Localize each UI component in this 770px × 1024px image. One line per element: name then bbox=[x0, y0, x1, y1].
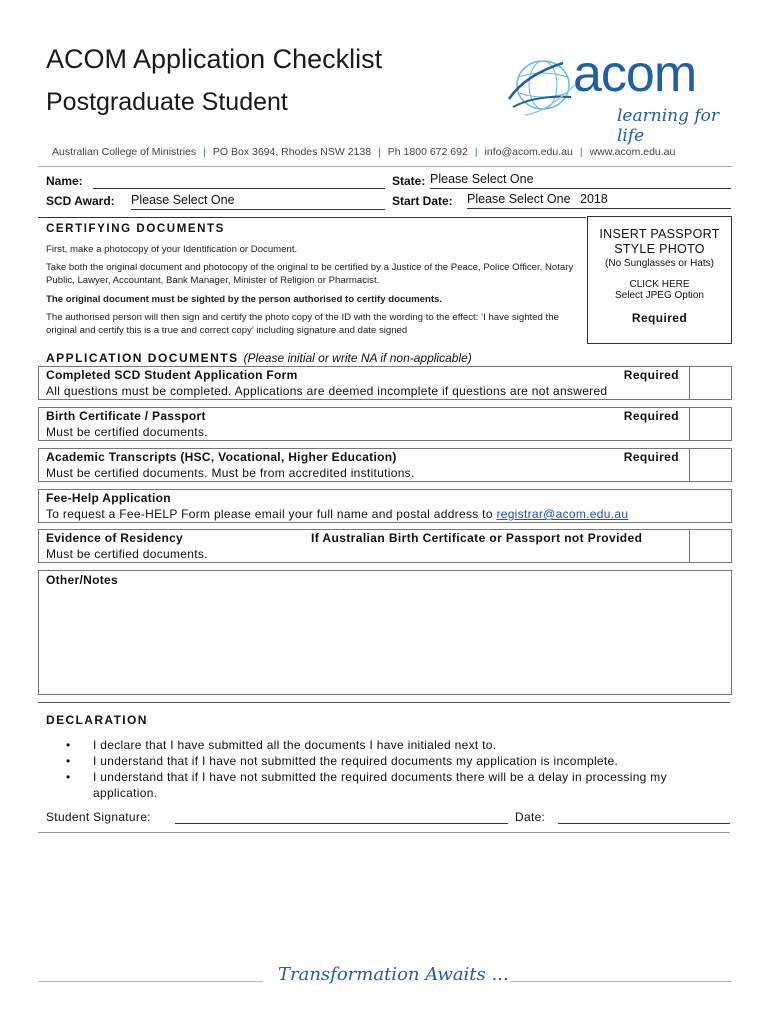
declaration-item-text: I declare that I have submitted all the documents I have initialed next to. bbox=[93, 738, 497, 752]
declaration-title: DECLARATION bbox=[46, 713, 148, 727]
contact-separator: | bbox=[579, 146, 583, 158]
contact-separator: | bbox=[474, 146, 478, 158]
declaration-item bbox=[66, 737, 726, 753]
footer-rule-left bbox=[38, 981, 263, 982]
page-title: ACOM Application Checklist bbox=[46, 44, 383, 74]
contact-separator: | bbox=[378, 146, 381, 158]
required-label: Required bbox=[623, 368, 679, 382]
photo-line-1: INSERT PASSPORT bbox=[599, 227, 720, 241]
contact-org: Australian College of Ministries bbox=[52, 146, 197, 158]
required-label: Required bbox=[623, 409, 679, 423]
contact-separator: | bbox=[203, 146, 206, 158]
divider bbox=[38, 166, 732, 167]
certifying-step-2: Take both the original document and photocopy of the original to be certified by a Justice of the Peace, Police Officer, Notary Public, Lawyer, Accountant, Bank Manager, Minister of Religion or Pharmacist. bbox=[46, 262, 574, 286]
photo-line-3: (No Sunglasses or Hats) bbox=[605, 258, 714, 269]
certifying-step-1: First, make a photocopy of your Identification or Document. bbox=[46, 244, 298, 255]
contact-address: PO Box 3694, Rhodes NSW 2138 bbox=[212, 146, 372, 158]
photo-jpeg-option: Select JPEG Option bbox=[615, 290, 704, 301]
start-date-select[interactable]: Please Select One bbox=[467, 192, 571, 206]
document-description: Must be certified documents. bbox=[46, 547, 208, 561]
start-date-field[interactable] bbox=[467, 192, 731, 209]
photo-required: Required bbox=[631, 311, 688, 325]
document-description bbox=[46, 507, 628, 521]
other-notes-label: Other/Notes bbox=[46, 573, 118, 587]
certifying-step-3: The original document must be sighted by the person authorised to certify documents. bbox=[46, 294, 443, 305]
name-field[interactable] bbox=[93, 172, 385, 189]
photo-line-2: STYLE PHOTO bbox=[614, 242, 705, 256]
name-label: Name: bbox=[46, 174, 83, 188]
document-description: Must be certified documents. bbox=[46, 425, 208, 439]
passport-photo-upload[interactable] bbox=[587, 216, 732, 344]
initial-box-application-form[interactable] bbox=[689, 366, 732, 400]
document-title: Completed SCD Student Application Form bbox=[46, 368, 298, 382]
state-label: State: bbox=[392, 174, 426, 188]
contact-phone: Ph 1800 672 692 bbox=[387, 146, 468, 158]
application-title-text: APPLICATION DOCUMENTS bbox=[46, 351, 239, 365]
bullet: • bbox=[66, 770, 71, 784]
logo-tagline: learning for life bbox=[617, 106, 720, 146]
declaration-item-text: I understand that if I have not submitted the required documents there will be a delay in processing my application. bbox=[93, 770, 667, 800]
logo-wordmark: acom bbox=[573, 45, 697, 103]
document-description: Must be certified documents. Must be from accredited institutions. bbox=[46, 466, 415, 480]
contact-email[interactable]: info@acom.edu.au bbox=[484, 146, 573, 158]
photo-click-here[interactable]: CLICK HERE bbox=[629, 279, 690, 290]
application-documents-title bbox=[46, 351, 472, 365]
signature-field[interactable] bbox=[175, 823, 508, 824]
date-label: Date: bbox=[515, 810, 546, 824]
declaration-item bbox=[66, 769, 726, 801]
declaration-list bbox=[66, 737, 726, 801]
required-label: Required bbox=[623, 450, 679, 464]
start-date-label: Start Date: bbox=[392, 194, 453, 208]
acom-logo bbox=[505, 45, 745, 146]
contact-website[interactable]: www.acom.edu.au bbox=[589, 146, 676, 158]
registrar-email-link[interactable]: registrar@acom.edu.au bbox=[496, 507, 629, 521]
declaration-item-text: I understand that if I have not submitted the required documents my application is incomplete. bbox=[93, 754, 619, 768]
document-title: Academic Transcripts (HSC, Vocational, Higher Education) bbox=[46, 450, 397, 464]
residency-condition: If Australian Birth Certificate or Passport not Provided bbox=[311, 531, 643, 545]
fee-help-instructions: To request a Fee-HELP Form please email your full name and postal address to bbox=[46, 507, 493, 521]
page-subtitle: Postgraduate Student bbox=[46, 88, 288, 116]
globe-swirl-icon bbox=[505, 55, 580, 125]
start-date-year[interactable]: 2018 bbox=[580, 192, 608, 206]
signature-label: Student Signature: bbox=[46, 810, 151, 824]
declaration-bottom-rule bbox=[38, 832, 730, 833]
certifying-step-4: The authorised person will then sign and certify the photo copy of the ID with the wording to the effect: ‘I have sighted the original and certify this is a true and correct copy’ including signature and date signed bbox=[46, 312, 559, 336]
document-description: All questions must be completed. Applications are deemed incomplete if questions are not answered bbox=[46, 384, 608, 398]
initial-box-transcripts[interactable] bbox=[689, 448, 732, 482]
award-select[interactable]: Please Select One bbox=[131, 193, 385, 210]
declaration-top-rule bbox=[38, 702, 730, 703]
award-label: SCD Award: bbox=[46, 194, 115, 208]
contact-bar bbox=[52, 146, 675, 158]
date-field[interactable] bbox=[558, 823, 730, 824]
application-title-note: (Please initial or write NA if non-applicable) bbox=[243, 351, 472, 365]
document-title: Evidence of Residency bbox=[46, 531, 184, 545]
initial-box-birth-certificate[interactable] bbox=[689, 407, 732, 441]
document-title: Birth Certificate / Passport bbox=[46, 409, 206, 423]
bullet: • bbox=[66, 754, 71, 768]
other-notes-box[interactable] bbox=[38, 570, 732, 695]
declaration-item bbox=[66, 753, 726, 769]
certifying-title: CERTIFYING DOCUMENTS bbox=[46, 223, 225, 235]
document-title: Fee-Help Application bbox=[46, 491, 171, 505]
footer-rule-right bbox=[510, 981, 732, 982]
footer-tagline: Transformation Awaits ... bbox=[278, 964, 509, 985]
state-select[interactable]: Please Select One bbox=[430, 172, 731, 189]
bullet: • bbox=[66, 738, 71, 752]
initial-box-residency[interactable] bbox=[689, 529, 732, 563]
